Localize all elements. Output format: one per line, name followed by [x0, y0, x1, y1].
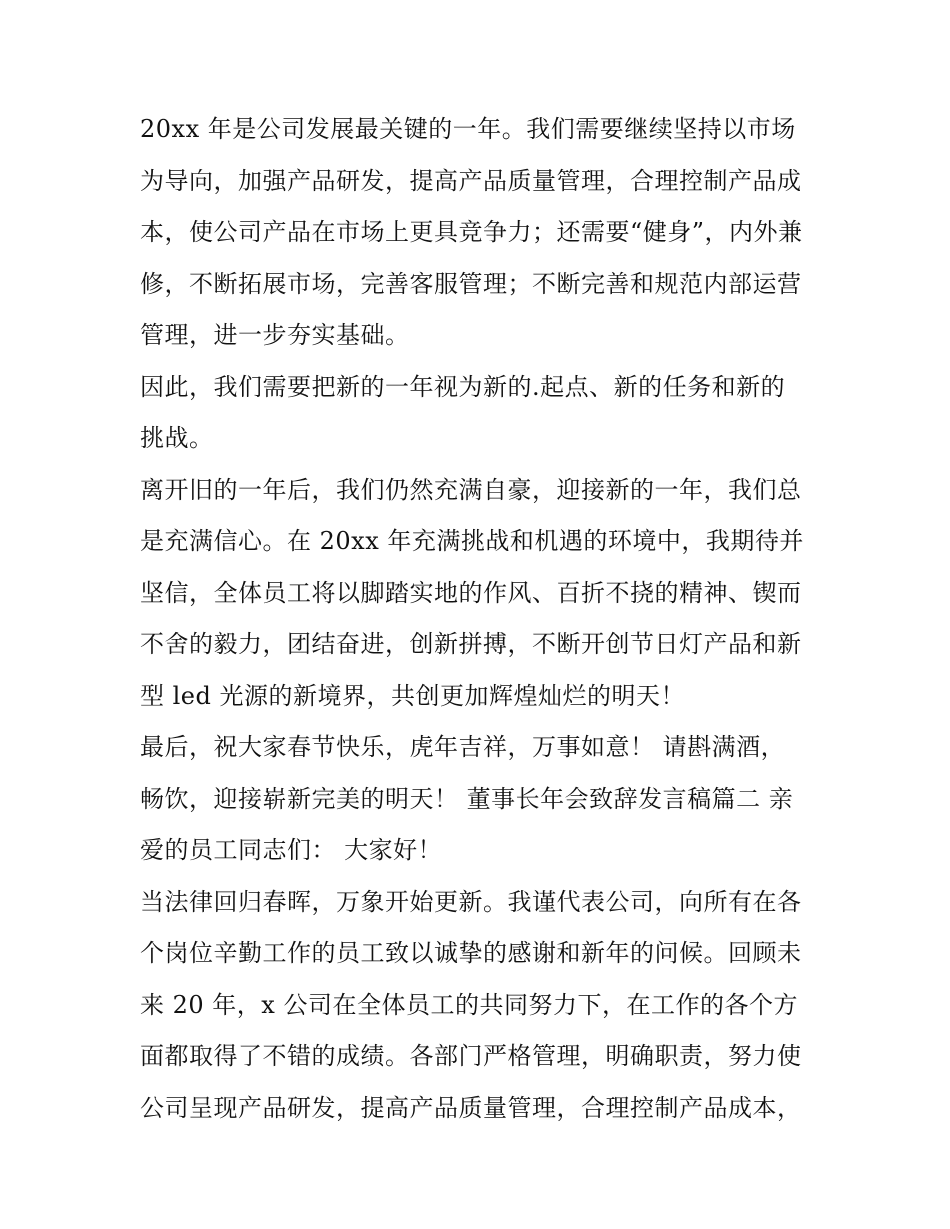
text-line: 修，不断拓展市场，完善客服管理；不断完善和规范内部运营 [140, 269, 802, 298]
document-body [140, 104, 820, 1134]
text-line: 离开旧的一年后，我们仍然充满自豪，迎接新的一年，我们总 [140, 475, 802, 504]
text-line: 本，使公司产品在市场上更具竞争力；还需要“健身”，内外兼 [140, 218, 803, 246]
text-line: 型 led 光源的新境界，共创更加辉煌灿烂的明天！ [140, 681, 685, 710]
text-line: 管理，进一步夯实基础。 [140, 321, 410, 349]
text-line: 挑战。 [140, 424, 214, 452]
text-line: 爱的员工同志们： 大家好！ [140, 836, 443, 864]
text-line: 面都取得了不错的成绩。各部门严格管理，明确职责，努力使 [140, 1042, 802, 1070]
text-line: 个岗位辛勤工作的员工致以诚挚的感谢和新年的问候。回顾未 [140, 939, 802, 967]
text-line: 20xx 年是公司发展最关键的一年。我们需要继续坚持以市场 [140, 115, 796, 143]
text-line: 当法律回归春晖，万象开始更新。我谨代表公司，向所有在各 [140, 887, 802, 916]
text-line: 公司呈现产品研发，提高产品质量管理，合理控制产品成本， [140, 1093, 802, 1122]
text-line: 坚信，全体员工将以脚踏实地的作风、百折不挠的精神、锲而 [140, 578, 802, 607]
text-line: 来 20 年，x 公司在全体员工的共同努力下，在工作的各个方 [140, 990, 798, 1019]
text-line: 为导向，加强产品研发，提高产品质量管理，合理控制产品成 [140, 166, 802, 195]
text-line: 是充满信心。在 20xx 年充满挑战和机遇的环境中，我期待并 [140, 527, 804, 555]
text-line: 畅饮，迎接崭新完美的明天！ 董事长年会致辞发言稿篇二 亲 [140, 784, 794, 813]
text-line: 因此，我们需要把新的一年视为新的.起点、新的任务和新的 [140, 372, 786, 401]
text-line: 不舍的毅力，团结奋进，创新拼搏，不断开创节日灯产品和新 [140, 630, 802, 658]
text-line: 最后，祝大家春节快乐，虎年吉祥，万事如意！ 请斟满酒， [140, 733, 786, 761]
